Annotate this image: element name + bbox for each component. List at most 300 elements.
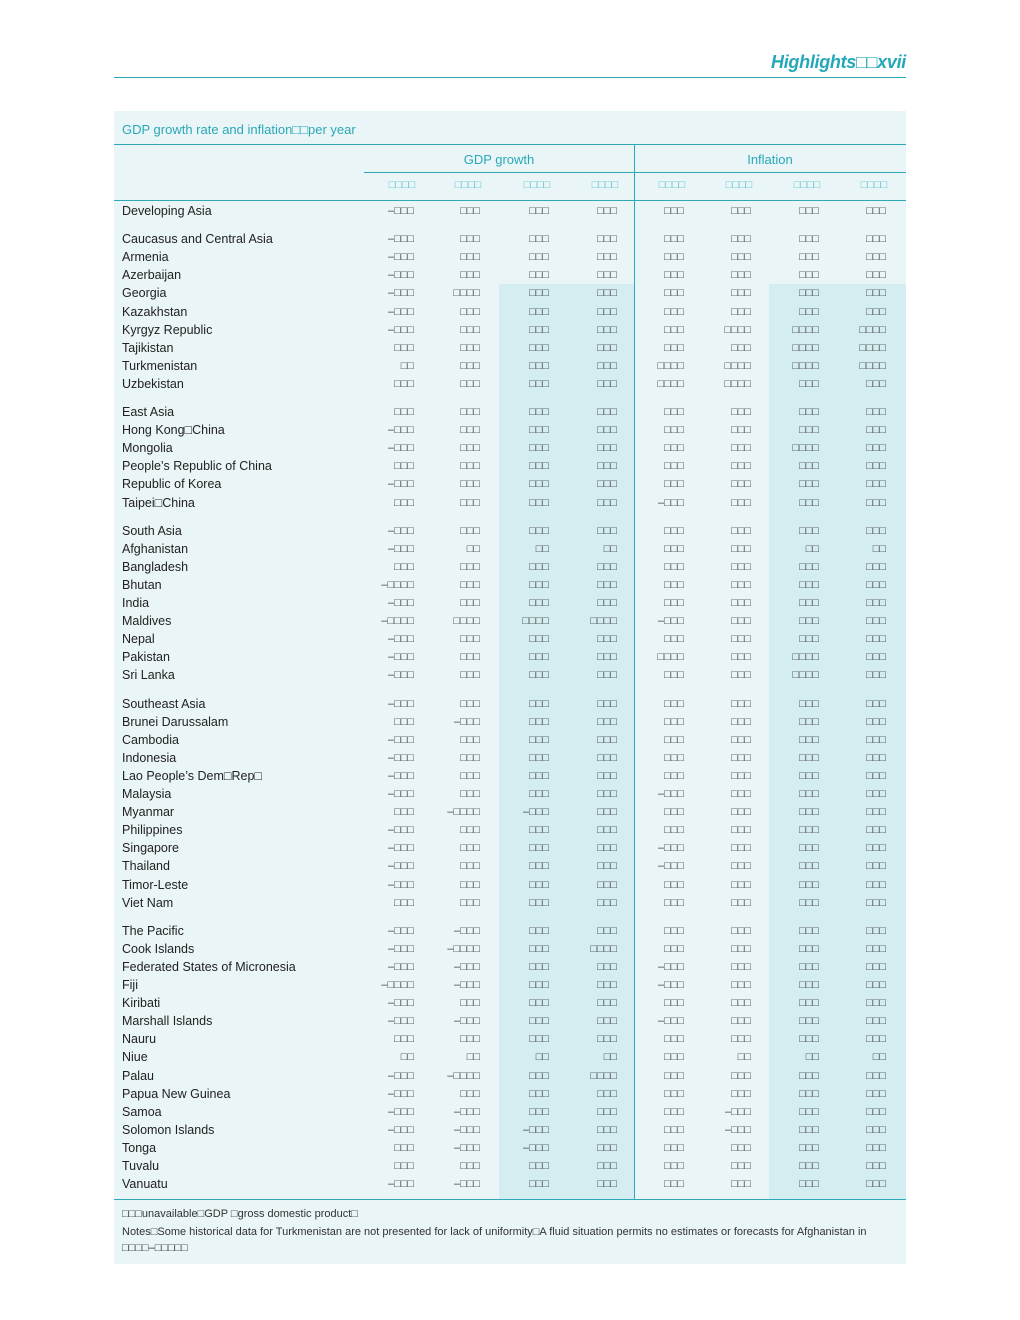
table-cell: □□□	[460, 478, 480, 491]
table-cell: □□□	[529, 1033, 549, 1046]
table-cell: □□□	[460, 751, 480, 764]
table-cell: □□□	[866, 751, 886, 764]
table-cell: □□□	[529, 359, 549, 372]
table-cell: □□□	[529, 1087, 549, 1100]
table-cell: □□□	[460, 896, 480, 909]
table-row	[114, 421, 906, 439]
row-label: Kiribati	[122, 996, 161, 1011]
table-cell: □□□	[799, 424, 819, 437]
table-cell: □□□	[597, 406, 617, 418]
year-header: □□□□	[860, 179, 888, 191]
table-cell: □□□□	[859, 341, 886, 354]
table-row	[114, 230, 906, 248]
table-cell: □□□	[731, 896, 751, 909]
row-label: Singapore	[122, 841, 179, 856]
table-cell: □□□	[529, 715, 549, 728]
table-cell: □□	[400, 1051, 414, 1064]
table-cell: □□□	[394, 560, 414, 573]
table-cell: –□□□	[522, 806, 549, 819]
table-cell: □□□	[597, 924, 617, 937]
table-row	[114, 522, 906, 540]
table-cell: –□□□	[387, 1105, 414, 1118]
table-cell: □□□	[799, 1015, 819, 1028]
table-cell: □□□	[529, 524, 549, 537]
table-cell: □□□	[597, 377, 617, 390]
table-cell: □□□	[460, 597, 480, 609]
table-cell: □□□	[664, 924, 684, 937]
table-cell: □□□	[597, 323, 617, 336]
table-cell: □□□	[866, 651, 886, 664]
table-cell: □□□	[529, 997, 549, 1010]
table-cell: □□□	[664, 323, 684, 336]
table-cell: □□□	[866, 733, 886, 746]
table-cell: –□□□	[657, 1015, 684, 1028]
table-row	[114, 1103, 906, 1121]
table-cell: –□□□	[387, 788, 414, 800]
table-cell: □□□	[664, 1105, 684, 1118]
table-cell: □□□	[460, 442, 480, 455]
table-row	[114, 1030, 906, 1048]
table-cell: □□□	[529, 406, 549, 418]
table-cell: □□□	[731, 697, 751, 710]
table-row	[114, 540, 906, 558]
table-row	[114, 894, 906, 912]
table-cell: □□□	[460, 424, 480, 437]
table-cell: □□□	[866, 287, 886, 300]
table-cell: □□□	[799, 560, 819, 573]
table-cell: □□□	[529, 633, 549, 646]
table-cell: □□□	[731, 751, 751, 764]
table-cell: □□□	[597, 1033, 617, 1046]
table-row	[114, 839, 906, 857]
table-cell: –□□□	[387, 878, 414, 891]
table-cell: □□□	[597, 1015, 617, 1028]
table-row	[114, 994, 906, 1012]
table-cell: □□□	[731, 669, 751, 682]
table-cell: □□□	[866, 1178, 886, 1191]
table-cell: □□□	[866, 769, 886, 782]
table-cell: □□□□	[792, 651, 819, 664]
table-cell: –□□□	[387, 769, 414, 782]
table-cell: □□□	[866, 496, 886, 509]
table-cell: □□□	[866, 960, 886, 973]
table-cell: □□	[737, 1051, 751, 1064]
table-cell: □□□	[529, 824, 549, 837]
table-cell: –□□□	[387, 269, 414, 282]
table-row	[114, 1139, 906, 1157]
table-cell: □□□	[597, 287, 617, 300]
table-cell: –□□□	[724, 1123, 751, 1136]
table-cell: –□□□	[387, 751, 414, 764]
table-cell: □□	[466, 542, 480, 555]
table-cell: □□□	[597, 524, 617, 537]
header-rule	[114, 77, 906, 78]
table-cell: □□□	[664, 697, 684, 710]
table-cell: □□□	[866, 1087, 886, 1100]
table-cell: □□	[805, 1051, 819, 1064]
table-cell: □□□	[731, 1141, 751, 1154]
table-cell: –□□□□	[381, 979, 414, 991]
table-cell: □□□	[597, 251, 617, 264]
table-row	[114, 357, 906, 375]
table-cell: □□□□	[657, 359, 684, 372]
row-label: Federated States of Micronesia	[122, 959, 296, 974]
table-cell: □□□	[731, 542, 751, 555]
table-cell: □□□	[529, 733, 549, 746]
table-cell: □□□	[799, 1105, 819, 1118]
table-cell: □□□	[597, 878, 617, 891]
table-cell: □□□	[731, 205, 751, 217]
table-cell: □□□	[866, 578, 886, 591]
table-cell: □□□	[664, 1123, 684, 1136]
row-label: Developing Asia	[122, 204, 212, 218]
table-cell: □□□	[597, 1087, 617, 1100]
table-cell: □□□	[866, 377, 886, 390]
table-cell: □□□	[731, 1160, 751, 1172]
table-cell: –□□□	[657, 979, 684, 991]
table-cell: □□□	[460, 341, 480, 354]
table-cell: □□□	[597, 424, 617, 437]
table-cell: –□□□	[657, 788, 684, 800]
table-cell: □□□	[597, 824, 617, 837]
row-label: Tonga	[122, 1140, 157, 1155]
table-cell: □□□	[597, 751, 617, 764]
table-cell: □□	[805, 542, 819, 555]
table-row	[114, 785, 906, 803]
table-cell: □□□	[799, 233, 819, 246]
table-cell: □□□	[731, 824, 751, 837]
table-cell: □□□	[866, 1033, 886, 1046]
row-label: Palau	[122, 1068, 154, 1083]
table-cell: □□□	[731, 287, 751, 300]
table-cell: □□□	[664, 478, 684, 491]
table-cell: □□□	[529, 460, 549, 473]
table-cell: □□□	[529, 878, 549, 891]
table-cell: □□□	[799, 1087, 819, 1100]
table-cell: –□□□	[387, 442, 414, 455]
row-label: Timor-Leste	[122, 877, 189, 892]
table-cell: □□□	[731, 615, 751, 628]
table-cell: □□□	[529, 842, 549, 855]
row-label: Turkmenistan	[122, 358, 198, 373]
table-cell: □□□	[866, 997, 886, 1010]
table-cell: □□□	[597, 860, 617, 873]
table-cell: □□□	[460, 251, 480, 264]
table-cell: □□□	[394, 1033, 414, 1046]
row-label: Caucasus and Central Asia	[122, 232, 273, 247]
table-cell: □□□	[731, 715, 751, 728]
table-cell: □□□	[460, 233, 480, 246]
table-cell: □□□	[799, 460, 819, 473]
table-cell: □□□	[664, 233, 684, 246]
table-cell: □□□	[664, 878, 684, 891]
table-row	[114, 731, 906, 749]
table-cell: □□□	[664, 524, 684, 537]
inflation-heading: Inflation	[747, 152, 793, 167]
table-cell: □□□	[529, 669, 549, 682]
table-cell: –□□□	[387, 733, 414, 746]
table-cell: □□□□	[453, 615, 480, 628]
table-cell: □□□	[799, 997, 819, 1010]
table-cell: □□□	[460, 997, 480, 1010]
table-cell: □□□	[597, 960, 617, 973]
table-cell: □□□	[731, 1087, 751, 1100]
table-cell: –□□□	[387, 960, 414, 973]
table-cell: □□□	[731, 769, 751, 782]
table-cell: □□□	[799, 496, 819, 509]
table-cell: □□□	[664, 406, 684, 418]
table-cell: □□□	[664, 769, 684, 782]
row-label: Solomon Islands	[122, 1122, 215, 1137]
table-cell: □□	[535, 1051, 549, 1064]
table-cell: □□□	[460, 305, 480, 318]
table-cell: □□□	[799, 205, 819, 217]
table-cell: □□□	[731, 560, 751, 573]
table-cell: □□□	[460, 669, 480, 682]
table-cell: –□□□	[387, 542, 414, 555]
table-cell: □□□	[799, 942, 819, 955]
row-label: Mongolia	[122, 441, 173, 456]
table-cell: □□□	[529, 597, 549, 609]
table-row	[114, 803, 906, 821]
table-cell: –□□□	[657, 496, 684, 509]
table-cell: □□□	[529, 205, 549, 217]
table-cell: □□□	[731, 478, 751, 491]
table-cell: □□□	[664, 442, 684, 455]
table-row	[114, 339, 906, 357]
table-cell: –□□□	[522, 1141, 549, 1154]
table-cell: □□□	[664, 269, 684, 282]
table-cell: □□□	[731, 442, 751, 455]
table-cell: □□□□	[792, 359, 819, 372]
table-row	[114, 958, 906, 976]
table-cell: □□□	[597, 1123, 617, 1136]
table-cell: □□□	[731, 251, 751, 264]
table-cell: –□□□□	[381, 578, 414, 591]
table-cell: □□□	[529, 979, 549, 991]
table-cell: □□□	[597, 578, 617, 591]
table-cell: –□□□□	[447, 1069, 480, 1082]
table-row	[114, 922, 906, 940]
table-cell: –□□□	[387, 824, 414, 837]
table-cell: □□□	[731, 460, 751, 473]
table-cell: □□□	[731, 733, 751, 746]
table-cell: □□□	[529, 1069, 549, 1082]
table-cell: □□□	[664, 669, 684, 682]
table-cell: □□□	[799, 478, 819, 491]
row-label: Viet Nam	[122, 895, 174, 910]
table-cell: □□□	[529, 860, 549, 873]
table-cell: □□□	[866, 1069, 886, 1082]
row-label: Republic of Korea	[122, 477, 222, 492]
table-cell: –□□□	[453, 1141, 480, 1154]
table-cell: □□□	[799, 377, 819, 390]
row-label: Thailand	[122, 859, 170, 874]
table-cell: –□□□	[387, 1069, 414, 1082]
table-cell: □□□	[799, 1123, 819, 1136]
table-cell: –□□□	[657, 860, 684, 873]
table-cell: □□□	[664, 1033, 684, 1046]
table-row	[114, 403, 906, 421]
table-cell: –□□□	[387, 860, 414, 873]
row-label: The Pacific	[122, 923, 184, 938]
table-cell: □□□	[597, 359, 617, 372]
table-cell: □□	[400, 359, 414, 372]
table-cell: □□□	[664, 751, 684, 764]
table-cell: □□□	[597, 997, 617, 1010]
table-cell: □□□	[460, 524, 480, 537]
table-cell: □□□	[731, 878, 751, 891]
table-row	[114, 576, 906, 594]
row-label: Cambodia	[122, 732, 179, 747]
table-cell: □□□	[529, 751, 549, 764]
table-cell: □□□	[460, 359, 480, 372]
table-cell: □□□	[799, 1033, 819, 1046]
table-cell: □□□	[529, 924, 549, 937]
table-cell: –□□□	[387, 633, 414, 646]
table-cell: □□□	[866, 205, 886, 217]
table-row	[114, 321, 906, 339]
table-cell: □□	[872, 1051, 886, 1064]
table-cell: □□□	[799, 287, 819, 300]
table-cell: □□□□	[724, 323, 751, 336]
table-cell: □□□	[460, 769, 480, 782]
table-cell: □□□	[460, 633, 480, 646]
row-label: Bangladesh	[122, 559, 189, 574]
table-cell: –□□□	[387, 669, 414, 682]
table-row	[114, 666, 906, 684]
table-cell: □□□	[731, 305, 751, 318]
row-label: Malaysia	[122, 787, 172, 801]
table-cell: □□□	[866, 406, 886, 418]
table-cell: –□□□	[387, 924, 414, 937]
table-cell: □□□	[664, 1051, 684, 1064]
table-cell: □□□□	[724, 377, 751, 390]
table-cell: □□□	[460, 878, 480, 891]
table-cell: □□□	[529, 560, 549, 573]
table-cell: □□□	[460, 406, 480, 418]
table-cell: □□□□	[657, 651, 684, 664]
table-cell: □□□	[731, 860, 751, 873]
table-cell: □□□	[799, 715, 819, 728]
table-cell: □□□	[866, 896, 886, 909]
row-label: Niue	[122, 1050, 148, 1065]
table-cell: □□□	[866, 1160, 886, 1172]
table-cell: □□□	[664, 560, 684, 573]
table-cell: □□□	[529, 442, 549, 455]
table-cell: –□□□	[724, 1105, 751, 1118]
table-cell: □□□	[460, 1087, 480, 1100]
table-cell: □□□	[664, 896, 684, 909]
table-cell: □□□	[799, 697, 819, 710]
table-cell: □□□	[597, 842, 617, 855]
table-cell: □□□	[866, 697, 886, 710]
row-label: South Asia	[122, 523, 182, 538]
table-cell: □□□	[731, 997, 751, 1010]
table-cell: □□□	[664, 1160, 684, 1172]
table-cell: □□□	[597, 560, 617, 573]
table-cell: □□□	[597, 806, 617, 819]
table-cell: □□□	[799, 251, 819, 264]
table-cell: □□□	[529, 341, 549, 354]
table-cell: □□□	[731, 406, 751, 418]
table-cell: □□□	[529, 697, 549, 710]
table-cell: □□	[535, 542, 549, 555]
table-row	[114, 630, 906, 648]
year-header: □□□□	[725, 179, 753, 191]
table-cell: □□□	[731, 806, 751, 819]
table-cell: □□□	[866, 669, 886, 682]
table-cell: –□□□	[453, 1123, 480, 1136]
table-cell: □□□	[866, 615, 886, 628]
table-cell: □□□	[394, 1160, 414, 1172]
table-cell: □□□	[664, 287, 684, 300]
table-cell: □□□	[799, 806, 819, 819]
table-row	[114, 767, 906, 785]
table-cell: □□□	[664, 305, 684, 318]
table-cell: □□□	[460, 460, 480, 473]
table-cell: □□□	[460, 697, 480, 710]
row-label: Tajikistan	[122, 340, 174, 355]
table-cell: □□□□	[792, 442, 819, 455]
table-cell: –□□□	[387, 1178, 414, 1191]
footnote-notes: Notes□Some historical data for Turkmenistan are not presented for lack of uniformity□A fluid situation permits no estimates or forecasts for Afghanistan in □□□□–□□□□□	[122, 1226, 867, 1254]
table-cell: □□□	[460, 651, 480, 664]
table-cell: □□□	[394, 806, 414, 819]
group-rule	[364, 172, 906, 173]
table-row	[114, 494, 906, 512]
table-cell: □□□	[529, 1178, 549, 1191]
table-cell: □□□	[799, 1141, 819, 1154]
row-label: Hong Kong□China	[122, 423, 225, 438]
table-cell: □□□	[597, 669, 617, 682]
running-header: Highlights□□xvii	[771, 52, 906, 72]
table-cell: –□□□	[453, 979, 480, 991]
table-cell: □□□	[597, 442, 617, 455]
row-label: Vanuatu	[122, 1177, 168, 1192]
table-row	[114, 1048, 906, 1066]
table-cell: □□□	[394, 460, 414, 473]
table-cell: □□□	[731, 233, 751, 246]
table-row	[114, 857, 906, 875]
table-cell: □□□	[460, 496, 480, 509]
table-cell: □□□	[529, 960, 549, 973]
table-cell: □□□	[529, 287, 549, 300]
table-cell: □□□	[866, 860, 886, 873]
table-cell: □□□	[664, 715, 684, 728]
row-label: Kazakhstan	[122, 304, 188, 319]
table-cell: □□□	[597, 233, 617, 246]
table-cell: –□□□	[387, 842, 414, 855]
table-cell: –□□□	[387, 424, 414, 437]
table-cell: □□□	[866, 442, 886, 455]
table-cell: □□□	[731, 424, 751, 437]
table-cell: □□□	[866, 1015, 886, 1028]
table-cell: □□□	[799, 824, 819, 837]
year-header: □□□□	[454, 179, 482, 191]
table-cell: □□□	[866, 478, 886, 491]
table-row	[114, 457, 906, 475]
table-cell: □□□	[597, 788, 617, 800]
table-cell: □□□	[529, 1160, 549, 1172]
row-label: Armenia	[122, 250, 169, 265]
table-cell: □□□	[664, 633, 684, 646]
table-cell: □□□	[799, 878, 819, 891]
table-cell: □□□	[597, 269, 617, 282]
table-cell: □□□	[866, 251, 886, 264]
table-cell: □□□	[799, 751, 819, 764]
table-row	[114, 1157, 906, 1175]
